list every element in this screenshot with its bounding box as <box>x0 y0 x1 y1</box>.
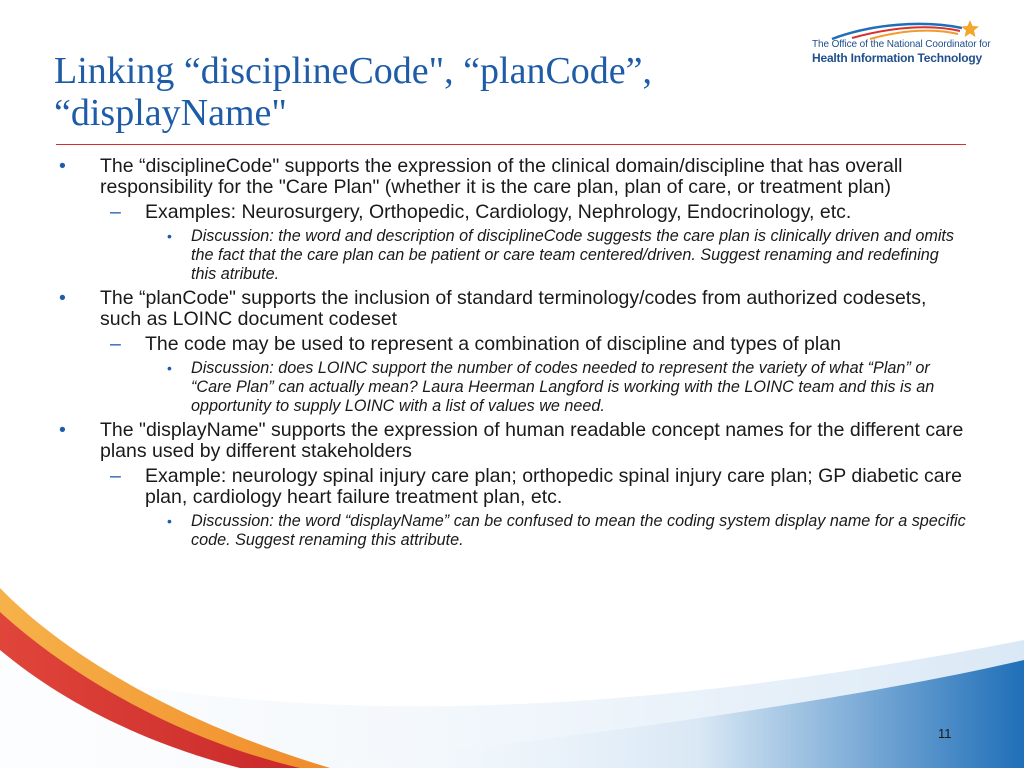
bullet-dot-icon: • <box>59 287 66 309</box>
sub-bullet-text: The code may be used to represent a combination of discipline and types of plan <box>145 333 841 355</box>
bullet-text: The “planCode" supports the inclusion of standard terminology/codes from authorized codesets, such as LOINC document codeset <box>100 287 927 330</box>
discussion-note-text: Discussion: the word and description of disciplineCode suggests the care plan is clinically driven and omits the fact that the care plan can be patient or care team centered/driven. Suggest renaming and redefining this atribute. <box>191 227 955 283</box>
title-divider <box>56 144 966 145</box>
sub-bullet-text: Example: neurology spinal injury care plan; orthopedic spinal injury care plan; GP diabetic care plan, cardiology heart failure treatment plan, etc. <box>145 465 962 508</box>
sub-bullet-item <box>100 334 966 416</box>
sub-bullet-text: Examples: Neurosurgery, Orthopedic, Cardiology, Nephrology, Endocrinology, etc. <box>145 201 852 223</box>
slide-title <box>54 50 754 134</box>
dash-icon: – <box>110 201 121 223</box>
slide-title-line1: Linking “disciplineCode", “planCode”, <box>54 50 653 92</box>
dash-icon: – <box>110 333 121 355</box>
logo-text-line2: Health Information Technology <box>812 51 982 65</box>
sub-bullet-list <box>100 202 966 284</box>
dash-icon: – <box>110 465 121 487</box>
bullet-dot-icon: • <box>59 155 66 177</box>
discussion-note <box>167 512 966 550</box>
note-dot-icon: • <box>167 513 172 529</box>
bullet-text: The "displayName" supports the expression of human readable concept names for the different care plans used by different stakeholders <box>100 419 964 462</box>
sub-bullet-item <box>100 202 966 284</box>
discussion-note-text: Discussion: does LOINC support the number of codes needed to represent the variety of what “Plan” or “Care Plan” can actually mean? Laura Heerman Langford is working with the LOINC team and this is an opportunity to supply LOINC with a list of values we need. <box>191 359 935 415</box>
bullet-dot-icon: • <box>59 419 66 441</box>
note-dot-icon: • <box>167 360 172 376</box>
slide-title-line2: “displayName" <box>54 92 287 134</box>
sub-bullet-list <box>100 334 966 416</box>
discussion-note <box>167 227 966 284</box>
bullet-item <box>54 420 966 550</box>
sub-bullet-list <box>100 466 966 550</box>
discussion-note-text: Discussion: the word “displayName” can be confused to mean the coding system display name for a specific code. Suggest renaming this attribute. <box>191 512 966 549</box>
bullet-list <box>54 156 966 550</box>
note-list <box>145 512 966 550</box>
note-list <box>145 227 966 284</box>
note-list <box>145 359 966 416</box>
bullet-item <box>54 156 966 284</box>
slide-body <box>54 156 966 554</box>
onc-logo <box>812 18 991 68</box>
logo-swoosh-star-icon <box>812 18 982 40</box>
page-number: 11 <box>938 726 952 741</box>
bullet-item <box>54 288 966 416</box>
discussion-note <box>167 359 966 416</box>
bullet-text: The “disciplineCode" supports the expression of the clinical domain/discipline that has overall responsibility for the "Care Plan" (whether it is the care plan, plan of care, or treatment plan) <box>100 155 903 198</box>
note-dot-icon: • <box>167 228 172 244</box>
sub-bullet-item <box>100 466 966 550</box>
logo-text-line1: The Office of the National Coordinator for <box>812 39 991 50</box>
